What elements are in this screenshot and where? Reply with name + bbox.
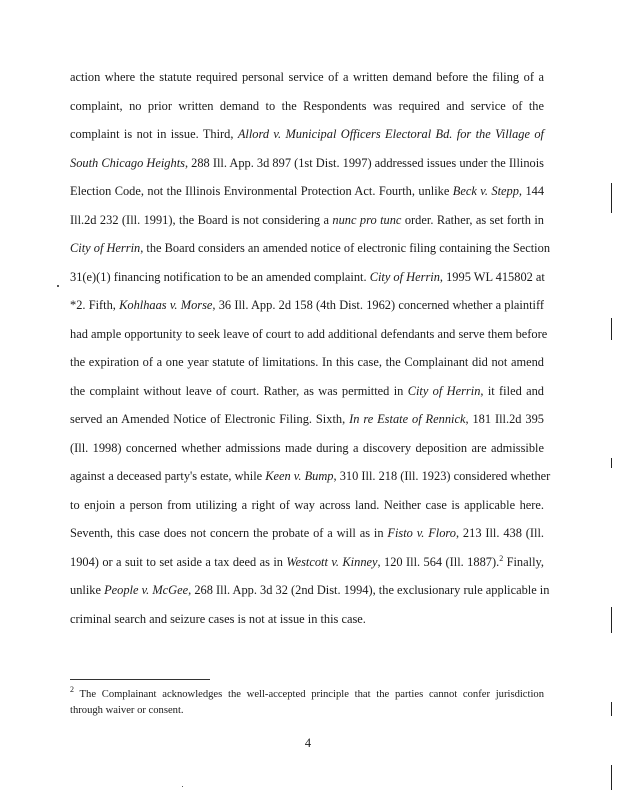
case-citation: City of Herrin (407, 383, 481, 398)
footnote-line (70, 685, 544, 701)
body-line (70, 213, 544, 228)
text-run: to enjoin a person from utilizing a right of way across land. Neither case is applicable here. (70, 497, 544, 512)
text-run: unlike (70, 583, 105, 597)
footnote-line (70, 704, 544, 717)
text-run: served an Amended Notice of Electronic Filing. Sixth, (70, 412, 350, 426)
margin-mark (611, 183, 612, 213)
text-run: Election Code, not the Illinois Environmental Protection Act. Fourth, unlike (70, 184, 453, 198)
body-line (70, 612, 544, 627)
body-line (70, 355, 544, 370)
footnote-text: through waiver or consent. (70, 705, 184, 716)
scan-speck (57, 285, 59, 287)
text-run: , 1995 WL 415802 at (439, 269, 545, 284)
text-run: , 144 (518, 184, 545, 198)
text-run: Ill.2d 232 (Ill. 1991), the Board is not considering a (70, 212, 333, 227)
text-run: order. Rather, as set forth in (401, 212, 544, 227)
text-run: Seventh, this case does not concern the probate of a will as in (70, 526, 388, 540)
margin-mark (611, 318, 612, 340)
text-run: against a deceased party's estate, while (70, 469, 266, 483)
body-line (70, 412, 544, 427)
case-citation: nunc pro tunc (332, 212, 402, 227)
footnote-rule (70, 679, 210, 680)
case-citation: Allord v. Municipal Officers Electoral Bd. for the Village of (237, 127, 545, 141)
body-line (70, 498, 544, 513)
case-citation: City of Herrin (369, 269, 440, 284)
case-citation: City of Herrin (70, 241, 141, 255)
footnote-marker: 2 (70, 685, 74, 694)
body-line (70, 469, 551, 484)
margin-mark (611, 702, 612, 716)
margin-mark (611, 765, 612, 790)
text-run: 31(e)(1) financing notification to be an amended complaint. (70, 269, 370, 284)
body-line (70, 184, 544, 199)
text-run: , 288 Ill. App. 3d 897 (1st Dist. 1997) addressed issues under the Illinois (184, 155, 545, 170)
case-citation: People v. McGee (104, 583, 189, 597)
text-run: , 120 Ill. 564 (Ill. 1887). (377, 554, 500, 569)
body-line (70, 270, 544, 285)
body-line (70, 99, 544, 114)
text-run: , it filed and (480, 383, 544, 398)
body-line (70, 384, 544, 399)
body-line (70, 441, 544, 456)
text-run: Finally, (503, 554, 544, 569)
body-line (70, 583, 550, 598)
body-line (70, 156, 544, 171)
text-run: the complaint without leave of court. Rather, as was permitted in (70, 383, 408, 398)
text-run: complaint is not in issue. Third, (70, 127, 238, 141)
text-run: had ample opportunity to seek leave of court to add additional defendants and serve them before (70, 326, 548, 341)
case-citation: Beck v. Stepp (452, 184, 519, 198)
text-run: , 310 Ill. 218 (Ill. 1923) considered whether (333, 469, 551, 483)
margin-mark (611, 458, 612, 468)
text-run: (Ill. 1998) concerned whether admissions made during a discovery deposition are admissible (70, 440, 544, 455)
case-citation: South Chicago Heights (70, 155, 185, 170)
body-line (70, 526, 544, 541)
case-citation: Westcott v. Kinney (286, 554, 378, 569)
body-line (70, 555, 544, 570)
text-run: , 181 Ill.2d 395 (465, 412, 544, 426)
text-run: , 213 Ill. 438 (Ill. (455, 526, 544, 540)
case-citation: Kohlhaas v. Morse (119, 298, 213, 312)
text-run: criminal search and seizure cases is not at issue in this case. (70, 611, 366, 626)
body-line (70, 241, 551, 256)
footnote-reference: 2 (499, 553, 504, 563)
body-line (70, 127, 544, 142)
text-run: , 268 Ill. App. 3d 32 (2nd Dist. 1994), the exclusionary rule applicable in (188, 583, 550, 597)
page-number: 4 (304, 736, 312, 750)
body-line (70, 70, 544, 85)
text-run: action where the statute required personal service of a written demand before the filing of a (70, 70, 544, 84)
text-run: 1904) or a suit to set aside a tax deed as in (70, 554, 287, 569)
text-run: complaint, no prior written demand to the Respondents was required and service of the (70, 98, 544, 113)
case-citation: In re Estate of Rennick (349, 412, 466, 426)
body-line (70, 298, 544, 313)
text-run: , the Board considers an amended notice of electronic filing containing the Section (140, 241, 551, 255)
scan-speck (182, 786, 183, 787)
case-citation: Keen v. Bump (265, 469, 334, 483)
text-run: , 36 Ill. App. 2d 158 (4th Dist. 1962) concerned whether a plaintiff (212, 298, 544, 312)
text-run: *2. Fifth, (70, 298, 120, 312)
margin-mark (611, 607, 612, 633)
footnote-text: The Complainant acknowledges the well-accepted principle that the parties cannot confer jurisdiction (74, 689, 544, 700)
text-run: the expiration of a one year statute of limitations. In this case, the Complainant did not amend (70, 355, 544, 369)
body-line (70, 326, 548, 342)
case-citation: Fisto v. Floro (387, 526, 456, 540)
